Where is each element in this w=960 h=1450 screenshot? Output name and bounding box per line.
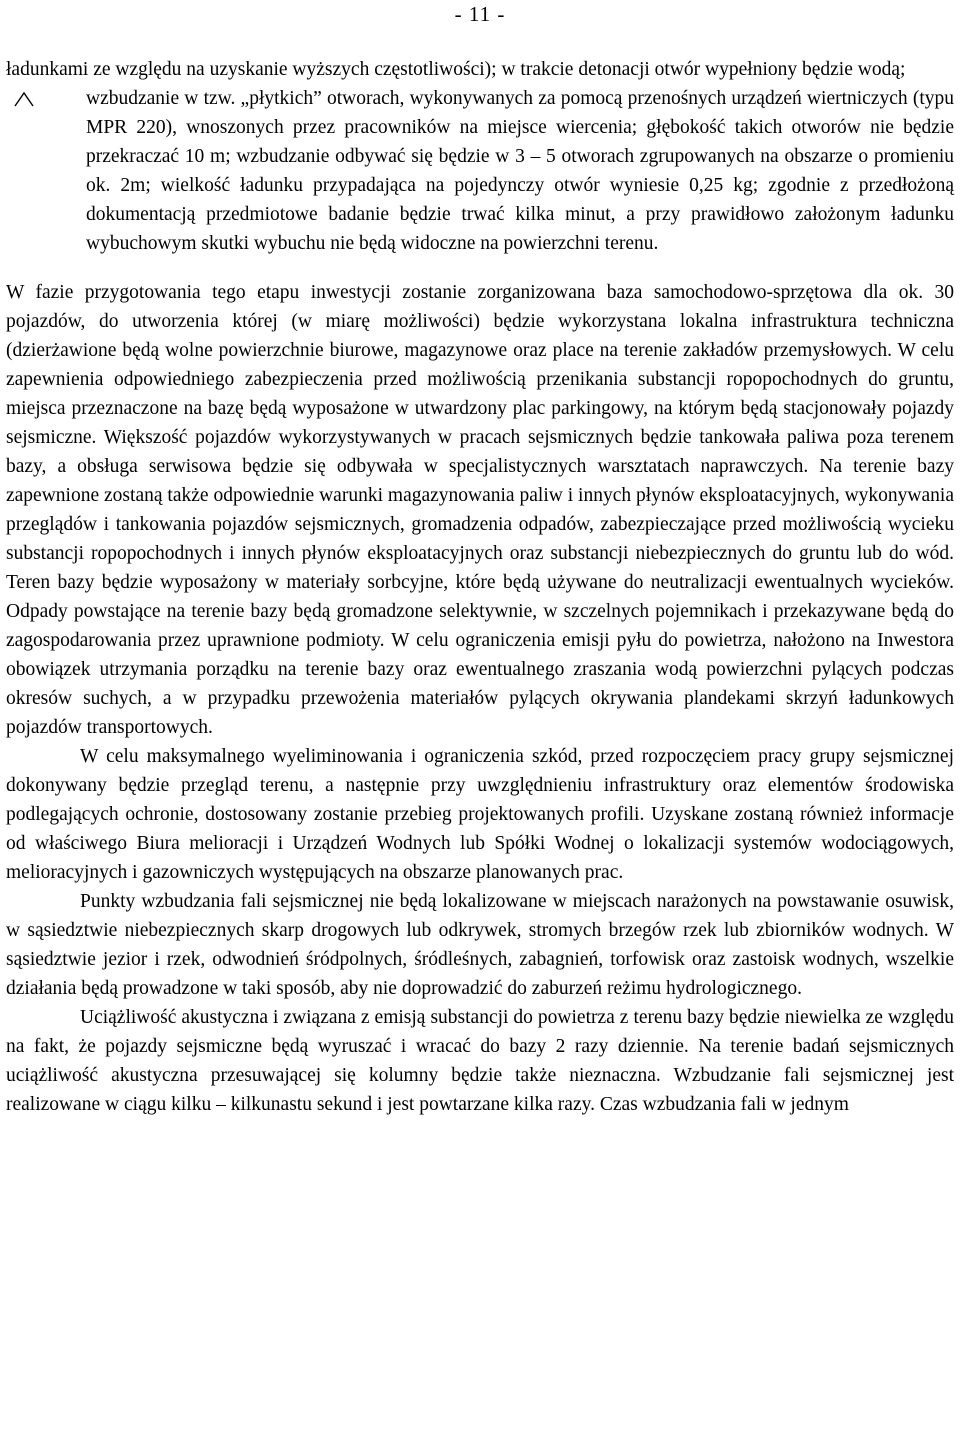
bullet-item bbox=[6, 84, 954, 258]
page-number: - 11 - bbox=[454, 2, 506, 26]
triangle-bullet-icon bbox=[14, 91, 34, 107]
paragraph-continuation: ładunkami ze względu na uzyskanie wyższych częstotliwości); w trakcie detonacji otwór wypełniony będzie wodą; bbox=[6, 59, 906, 80]
paragraph-damage-prevention: W celu maksymalnego wyeliminowania i ograniczenia szkód, przed rozpoczęciem pracy grupy sejsmicznej dokonywany będzie przegląd terenu, a następnie przy uwzględnieniu infrastruktury oraz elementów środowiska podlegających ochronie, dostosowany zostanie przebieg projektowanych profili. Uzyskane zostaną również informacje od właściwego Biura melioracji i Urządzeń Wodnych lub Spółki Wodnej o lokalizacji systemów wodociągowych, melioracyjnych i gazowniczych występujących na obszarze planowanych prac. bbox=[6, 746, 954, 883]
paragraph-nuisance: Uciążliwość akustyczna i związana z emisją substancji do powietrza z terenu bazy będzie niewielka ze względu na fakt, że pojazdy sejsmiczne będą wyruszać i wracać do bazy 2 razy dziennie. Na terenie badań sejsmicznych uciążliwość akustyczna przesuwającej się kolumny będzie także nieznaczna. Wzbudzanie fali sejsmicznej jest realizowane w ciągu kilku – kilkunastu sekund i jest powtarzane kilka razy. Czas wzbudzania fali w jednym bbox=[6, 1007, 954, 1115]
paragraph-shot-points: Punkty wzbudzania fali sejsmicznej nie będą lokalizowane w miejscach narażonych na powstawanie osuwisk, w sąsiedztwie niebezpiecznych skarp drogowych lub odkrywek, stromych brzegów rzek lub zbiorników wodnych. W sąsiedztwie jezior i rzek, odwodnień śródpolnych, śródleśnych, zabagnień, torfowisk oraz zastoisk wodnych, wszelkie działania będą prowadzone w taki sposób, aby nie doprowadzić do zaburzeń reżimu hydrologicznego. bbox=[6, 891, 954, 999]
paragraph-gap bbox=[6, 258, 954, 278]
paragraph-base: W fazie przygotowania tego etapu inwestycji zostanie zorganizowana baza samochodowo-sprzętowa dla ok. 30 pojazdów, do utworzenia której (w miarę możliwości) będzie wykorzystana lokalna infrastruktura techniczna (dzierżawione będą wolne powierzchnie biurowe, magazynowe oraz place na terenie zakładów przemysłowych. W celu zapewnienia odpowiedniego zabezpieczenia przed możliwością przenikania substancji ropopochodnych do gruntu, miejsca przeznaczone na bazę będą wyposażone w utwardzony plac parkingowy, na którym będą stacjonowały pojazdy sejsmiczne. Większość pojazdów wykorzystywanych w pracach sejsmicznych będzie tankowała paliwa poza terenem bazy, a obsługa serwisowa będzie się odbywała w specjalistycznych warsztatach naprawczych. Na terenie bazy zapewnione zostaną także odpowiednie warunki magazynowania paliw i innych płynów eksploatacyjnych, wykonywania przeglądów i tankowania pojazdów sejsmicznych, gromadzenia odpadów, zabezpieczające przed możliwością wycieku substancji ropopochodnych i innych płynów eksploatacyjnych oraz substancji niebezpiecznych do gruntu lub do wód. Teren bazy będzie wyposażony w materiały sorbcyjne, które będą używane do neutralizacji ewentualnych wycieków. Odpady powstające na terenie bazy będą gromadzone selektywnie, w szczelnych pojemnikach i przekazywane będą do zagospodarowania przez uprawnione podmioty. W celu ograniczenia emisji pyłu do powietrza, nałożono na Inwestora obowiązek utrzymania porządku na terenie bazy oraz ewentualnego zraszania wodą powierzchni pylących podczas okresów suchych, a w przypadku przewożenia materiałów pylących okrywania plandekami skrzyń ładunkowych pojazdów transportowych. bbox=[6, 282, 954, 738]
bullet-item-text: wzbudzanie w tzw. „płytkich” otworach, wykonywanych za pomocą przenośnych urządzeń wiertniczych (typu MPR 220), wnoszonych przez pracowników na miejsce wiercenia; głębokość takich otworów nie będzie przekraczać 10 m; wzbudzanie odbywać się będzie w 3 – 5 otworach zgrupowanych na obszarze o promieniu ok. 2m; wielkość ładunku przypadająca na pojedynczy otwór wyniesie 0,25 kg; zgodnie z przedłożoną dokumentacją przedmiotowe badanie będzie trwać kilka minut, a przy prawidłowo założonym ładunku wybuchowym skutki wybuchu nie będą widoczne na powierzchni terenu. bbox=[86, 88, 954, 254]
document-body bbox=[6, 55, 954, 1119]
